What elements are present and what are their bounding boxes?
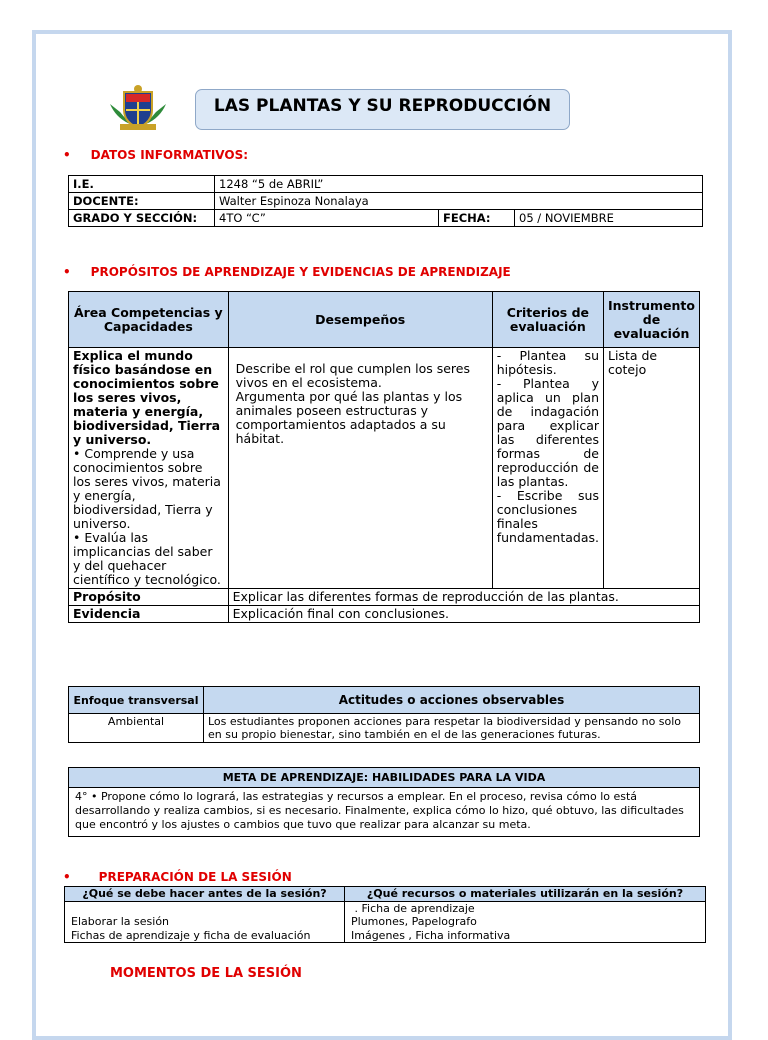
section-preparacion [63, 870, 292, 884]
propositos-table [68, 291, 700, 623]
antes-item-1: Elaborar la sesión [71, 915, 170, 928]
page-title: LAS PLANTAS Y SU REPRODUCCIÓN [213, 96, 552, 116]
preparacion-table [64, 886, 706, 943]
table-row [69, 210, 703, 227]
bullet-icon: • [63, 870, 71, 884]
datos-informativos-table [68, 175, 703, 227]
table-header-row [69, 292, 700, 348]
desempeno-2: Argumenta por qué las plantas y los animales poseen estructuras y comportamientos adaptados a su hábitat. [235, 389, 463, 446]
ie-label: I.E. [69, 176, 215, 193]
antes-item-2: Fichas de aprendizaje y ficha de evaluación [71, 928, 311, 942]
proposito-label: Propósito [69, 589, 229, 606]
desempeno-1: Describe el rol que cumplen los seres vivos en el ecosistema. [235, 361, 470, 390]
bullet-icon: • [63, 265, 71, 279]
bullet-icon: • [63, 148, 71, 162]
header-desempenos: Desempeños [228, 292, 492, 348]
desempenos-cell [228, 348, 492, 589]
criterio-2: - Plantea y aplica un plan de indagación para explicar las diferentes formas de reproducción de las plantas. [496, 376, 599, 489]
grado-label: GRADO Y SECCIÓN: [69, 210, 215, 227]
section-datos-label: DATOS INFORMATIVOS: [90, 148, 249, 162]
header-recursos: ¿Qué recursos o materiales utilizarán en la sesión? [345, 887, 706, 902]
title-banner [195, 89, 570, 130]
table-row [69, 589, 700, 606]
table-row [69, 606, 700, 623]
area-capacidad-2: • Evalúa las implicancias del saber y del quehacer científico y tecnológico. [73, 530, 221, 587]
table-row [69, 348, 700, 589]
meta-text: 4° • Propone cómo lo logrará, las estrategias y recursos a emplear. En el proceso, revisa cómo lo está desarrollando y realiza cambios, si es necesario. Finalmente, explica cómo lo hizo, qué obtuvo, las dificultades que encontró y los ajustes o cambios que tuvo que realizar para alcanzar su meta. [69, 788, 700, 837]
enfoque-value: Ambiental [69, 714, 204, 743]
section-momentos [110, 966, 302, 981]
table-header-row [69, 687, 700, 714]
recurso-item-3: Imágenes , Ficha informativa [351, 928, 511, 942]
table-header-row [69, 768, 700, 788]
meta-table [68, 767, 700, 837]
recursos-cell [345, 901, 706, 943]
header-criterios: Criterios de evaluación [492, 292, 603, 348]
table-row [69, 176, 703, 193]
table-row [69, 788, 700, 837]
table-row [65, 901, 706, 943]
criterio-3: - Escribe sus conclusiones finales fundamentadas. [496, 488, 599, 545]
table-header-row [65, 887, 706, 902]
section-preparacion-label: PREPARACIÓN DE LA SESIÓN [98, 870, 292, 884]
area-capacidad-1: • Comprende y usa conocimientos sobre los seres vivos, materia y energía, biodiversidad, Tierra y universo. [73, 446, 221, 531]
criterios-cell [492, 348, 603, 589]
evidencia-value: Explicación final con conclusiones. [228, 606, 699, 623]
table-row [69, 714, 700, 743]
recurso-item-1: . Ficha de aprendizaje [351, 901, 475, 915]
section-propositos-label: PROPÓSITOS DE APRENDIZAJE Y EVIDENCIAS DE APRENDIZAJE [90, 265, 511, 279]
enfoque-table [68, 686, 700, 743]
section-momentos-label: MOMENTOS DE LA SESIÓN [110, 966, 302, 981]
header-area: Área Competencias y Capacidades [69, 292, 229, 348]
grado-value: 4TO “C” [215, 210, 439, 227]
antes-cell [65, 901, 345, 943]
area-cell [69, 348, 229, 589]
header-antes: ¿Qué se debe hacer antes de la sesión? [65, 887, 345, 902]
docente-label: DOCENTE: [69, 193, 215, 210]
actitudes-value: Los estudiantes proponen acciones para respetar la biodiversidad y pensando no solo en su propio bienestar, sino también en el de las generaciones futuras. [204, 714, 700, 743]
docente-value: Walter Espinoza Nonalaya [215, 193, 703, 210]
criterio-1: - Plantea su hipótesis. [496, 348, 599, 377]
fecha-label: FECHA: [439, 210, 515, 227]
section-propositos [63, 265, 511, 279]
recurso-item-2: Plumones, Papelografo [351, 915, 477, 928]
header-instrumento: Instrumento de evaluación [604, 292, 700, 348]
ie-value: 1248 “5 de ABRIL” [215, 176, 703, 193]
fecha-value: 05 / NOVIEMBRE [515, 210, 703, 227]
table-row [69, 193, 703, 210]
proposito-value: Explicar las diferentes formas de reproducción de las plantas. [228, 589, 699, 606]
header-enfoque: Enfoque transversal [69, 687, 204, 714]
meta-header: META DE APRENDIZAJE: HABILIDADES PARA LA VIDA [69, 768, 700, 788]
header-actitudes: Actitudes o acciones observables [204, 687, 700, 714]
evidencia-label: Evidencia [69, 606, 229, 623]
area-competencia: Explica el mundo físico basándose en conocimientos sobre los seres vivos, materia y energía, biodiversidad, Tierra y universo. [73, 348, 221, 447]
instrumento-value: Lista de cotejo [604, 348, 700, 589]
school-crest-logo [108, 84, 168, 132]
section-datos-informativos [63, 148, 248, 162]
